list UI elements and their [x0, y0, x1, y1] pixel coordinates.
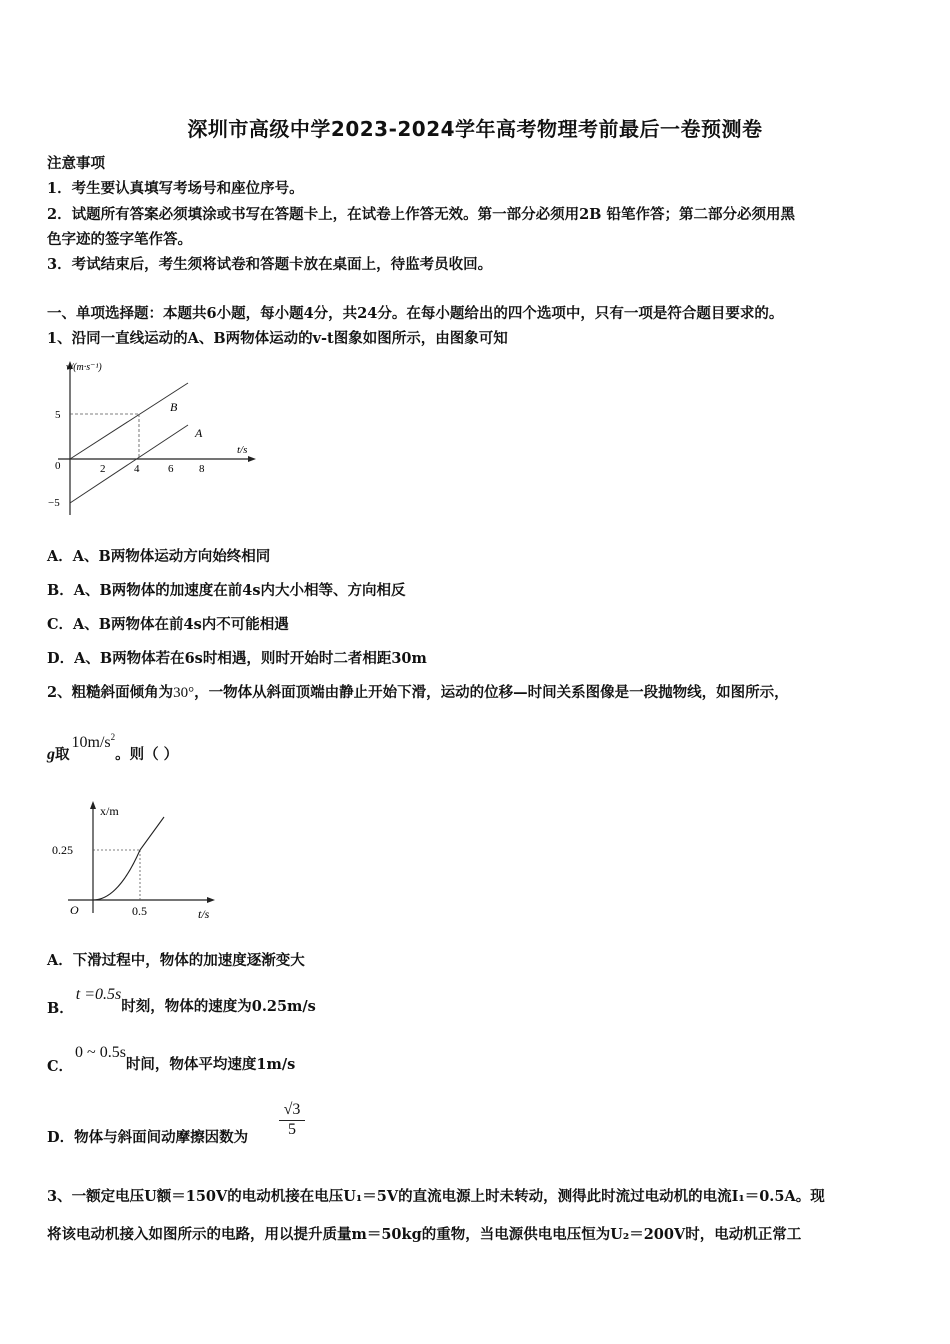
- q2-option-c: [47, 1041, 296, 1075]
- q2-option-b-math-text: t =0.5s: [75, 986, 122, 1003]
- q1-label-b: B: [170, 400, 178, 414]
- q2-ylabel: x/m: [100, 804, 119, 818]
- q1-option-c: C．A、B两物体在前4s内不可能相遇: [47, 616, 289, 633]
- q2-option-b: [47, 983, 316, 1017]
- q2-option-d-denominator: 5: [288, 1121, 296, 1138]
- q2-curve: [93, 817, 164, 900]
- q2-x-arrow: [207, 897, 215, 903]
- q1-xtick-4: 4: [134, 463, 140, 475]
- q1-vt-graph: [44, 355, 274, 520]
- q1-option-b: B．A、B两物体的加速度在前4s内大小相等、方向相反: [47, 582, 406, 599]
- q3-line-1: 3、一额定电压U额＝150V的电动机接在电压U₁＝5V的直流电源上时未转动，测得此时流过电动机的电流I₁＝0.5A。现: [47, 1188, 825, 1205]
- q2-g-suffix: 。则（ ）: [115, 746, 179, 763]
- q2-option-d: D．物体与斜面间动摩擦因数为: [47, 1129, 249, 1146]
- notes-item-1: 1．考生要认真填写考场号和座位序号。: [47, 180, 304, 197]
- q2-xt-graph: [48, 795, 223, 925]
- q1-xlabel: t/s: [237, 444, 248, 456]
- q2-xlabel: t/s: [198, 907, 210, 921]
- q2-option-d-numerator: √3: [279, 1101, 305, 1121]
- q1-ylabel: v/(m·s⁻¹): [66, 362, 102, 373]
- q1-option-a: A．A、B两物体运动方向始终相同: [47, 548, 271, 565]
- q3-line-2: 将该电动机接入如图所示的电路，用以提升质量m＝50kg的重物，当电源供电电压恒为U₂＝200V时，电动机正常工: [47, 1226, 802, 1243]
- q1-xtick-8: 8: [199, 463, 205, 475]
- q2-option-b-text: 时刻，物体的速度为0.25m/s: [121, 998, 316, 1015]
- q1-ytick-neg5: −5: [48, 497, 60, 509]
- q2-stem-a: 2、粗糙斜面倾角为: [47, 684, 174, 701]
- q2-origin: O: [70, 903, 79, 917]
- notes-item-2: 2．试题所有答案必须填涂或书写在答题卡上，在试卷上作答无效。第一部分必须用2B 铅笔作答；第二部分必须用黑: [47, 206, 795, 223]
- q2-stem-b: ，一物体从斜面顶端由静止开始下滑，运动的位移—时间关系图像是一段抛物线，如图所示，: [194, 684, 789, 701]
- page-title: 深圳市高级中学2023-2024学年高考物理考前最后一卷预测卷: [187, 117, 763, 141]
- q1-option-d: D．A、B两物体若在6s时相遇，则时开始时二者相距30m: [47, 650, 427, 667]
- q2-option-c-letter: C．: [47, 1058, 74, 1075]
- q1-label-a: A: [195, 426, 203, 440]
- q2-g-exp: 2: [110, 732, 116, 742]
- q2-option-a: A．下滑过程中，物体的加速度逐渐变大: [47, 952, 305, 969]
- q2-ytick: 0.25: [52, 843, 73, 857]
- q1-stem: 1、沿同一直线运动的A、B两物体运动的v-t图象如图所示，由图象可知: [47, 330, 508, 347]
- q1-xtick-6: 6: [168, 463, 174, 475]
- q1-line-b: [70, 383, 188, 459]
- q1-x-arrow: [248, 456, 256, 462]
- q2-option-b-math: [76, 986, 121, 1003]
- q2-g-take: 取: [55, 746, 70, 763]
- q2-g-symbol: g: [47, 746, 55, 763]
- q2-g-value-text: 10m/s: [71, 734, 111, 751]
- section-heading: 一、单项选择题：本题共6小题，每小题4分，共24分。在每小题给出的四个选项中，只有一项是符合题目要求的。: [47, 305, 784, 322]
- q1-ytick-0: 0: [55, 460, 61, 472]
- q2-y-arrow: [90, 801, 96, 809]
- q2-angle: 30°: [173, 685, 195, 701]
- q2-stem: [47, 681, 789, 702]
- q2-g-line: [47, 732, 179, 764]
- q2-option-b-letter: B．: [47, 1000, 74, 1017]
- notes-heading: 注意事项: [47, 155, 105, 172]
- q1-ytick-5: 5: [55, 409, 61, 421]
- q2-g-value: [72, 734, 116, 751]
- q2-xtick: 0.5: [132, 904, 147, 918]
- notes-item-3: 3．考试结束后，考生须将试卷和答题卡放在桌面上，待监考员收回。: [47, 256, 493, 273]
- notes-item-2-cont: 色字迹的签字笔作答。: [47, 231, 192, 248]
- q2-option-c-text: 时间，物体平均速度1m/s: [125, 1056, 296, 1073]
- q1-xtick-2: 2: [100, 463, 106, 475]
- q2-option-c-math: 0 ~ 0.5s: [75, 1044, 126, 1061]
- q2-option-d-fraction: [279, 1101, 305, 1139]
